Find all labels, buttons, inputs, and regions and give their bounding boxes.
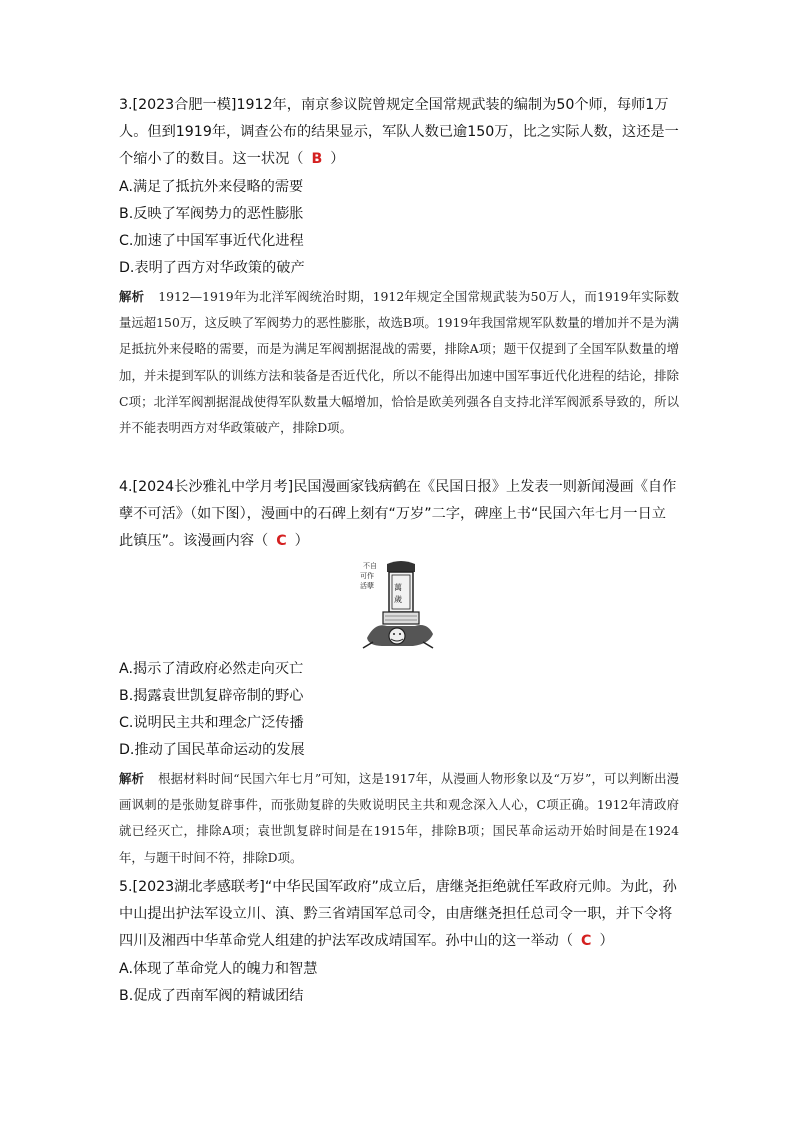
explanation-label: 解析 [119, 289, 145, 304]
svg-text:萬: 萬 [394, 583, 402, 592]
question-4-explanation: 解析 根据材料时间“民国六年七月”可知，这是1917年，从漫画人物形象以及“万岁”，可以判断出漫画讽刺的是张勋复辟事件，而张勋复辟的失败说明民主共和观念深入人心，C项正确。1912年清政府就已经灭亡，排除A项；袁世凯复辟时间是在1915年，排除B项；国民革命运动开始时间是在1924年，与题干时间不符，排除D项。 [119, 771, 680, 865]
question-5-answer: C [581, 933, 592, 949]
question-3-explanation: 解析 1912—1919年为北洋军阀统治时期，1912年规定全国常规武装为50万人，而1919年实际数量远超150万，这反映了军阀势力的恶性膨胀，故选B项。1919年我国常规军队数量的增加并不是为满足抵抗外来侵略的需要，而是为满足军阀割据混战的需要，排除A项；题干仅提到了全国军队数量的增加，并未提到军队的训练方法和装备是否近代化，所以不能得出加速中国军事近代化进程的结论，排除C项；北洋军阀割据混战使得军队数量大幅增加，恰恰是欧美列强各自支持北洋军阀派系导致的，所以并不能表明西方对华政策破产，排除D项。 [119, 289, 679, 436]
question-3-stem: 3.[2023合肥一模]1912年，南京参议院曾规定全国常规武装的编制为50个师，每师1万人。但到1919年，调查公布的结果显示，军队人数已逾150万，比之实际人数，这还是一个缩小了的数目。这一状况（ B ） [119, 97, 679, 167]
question-5-stem: 5.[2023湖北孝感联考]“中华民国军政府”成立后，唐继尧拒绝就任军政府元帅。为此，孙中山提出护法军设立川、滇、黔三省靖国军总司令，由唐继尧担任总司令一职，并下令将四川及湘西中华革命党人组建的护法军改成靖国军。孙中山的这一举动（ C ） [119, 879, 677, 949]
question-5-option-b: B.促成了西南军阀的精诚团结 [119, 988, 304, 1004]
cartoon-illustration [353, 560, 437, 652]
question-3-option-d: D.表明了西方对华政策的破产 [119, 260, 305, 276]
question-3-option-c: C.加速了中国军事近代化进程 [119, 233, 304, 249]
svg-text:不自: 不自 [363, 562, 377, 570]
svg-text:可作: 可作 [360, 572, 374, 580]
question-4-answer: C [276, 533, 287, 549]
explanation-label: 解析 [119, 771, 145, 786]
question-4-option-b: B.揭露袁世凯复辟帝制的野心 [119, 688, 304, 704]
svg-text:歲: 歲 [394, 595, 402, 604]
svg-text:活孽: 活孽 [360, 582, 374, 590]
question-5-option-a: A.体现了革命党人的魄力和智慧 [119, 961, 318, 977]
question-4-option-c: C.说明民主共和理念广泛传播 [119, 715, 304, 731]
cartoon-stele-figure [353, 560, 437, 652]
question-3-option-b: B.反映了军阀势力的恶性膨胀 [119, 206, 304, 222]
question-4-stem: 4.[2024长沙雅礼中学月考]民国漫画家钱病鹤在《民国日报》上发表一则新闻漫画《自作孽不可活》（如下图），漫画中的石碑上刻有“万岁”二字，碑座上书“民国六年七月一日立此镇压”。该漫画内容（ C ） [119, 479, 677, 549]
question-3-answer: B [311, 151, 323, 167]
question-4-option-d: D.推动了国民革命运动的发展 [119, 742, 305, 758]
question-3-option-a: A.满足了抵抗外来侵略的需要 [119, 179, 304, 195]
question-4-option-a: A.揭示了清政府必然走向灭亡 [119, 661, 304, 677]
